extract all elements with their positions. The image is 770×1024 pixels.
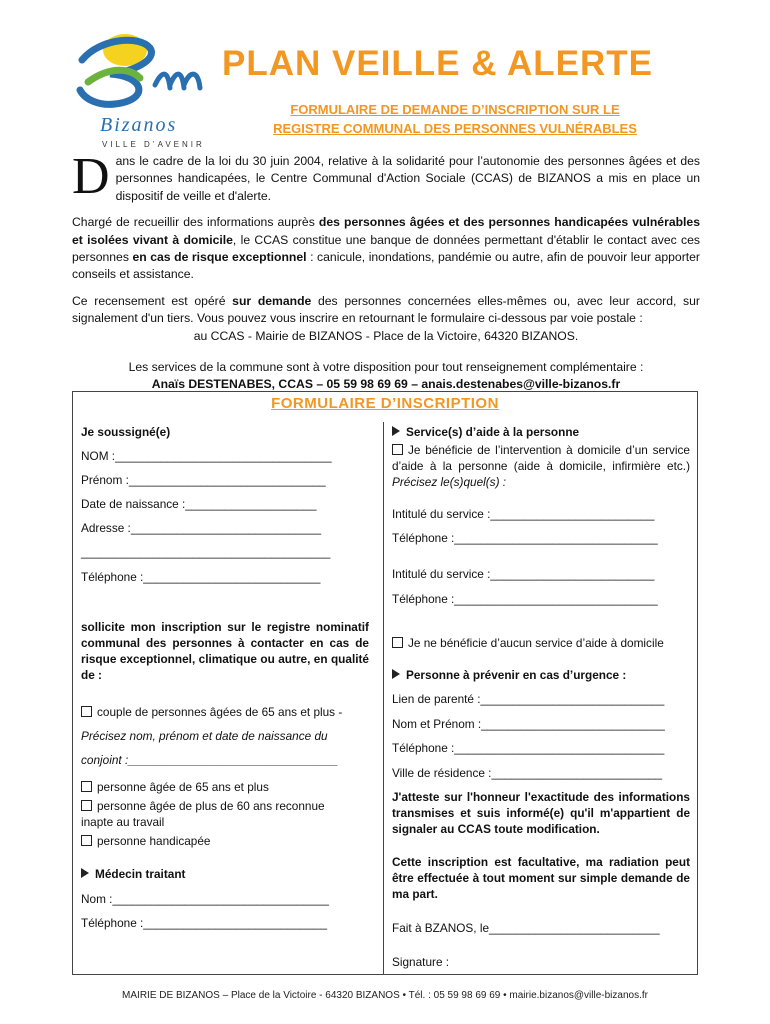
city-field[interactable]: Ville de résidence :__________________________: [392, 766, 663, 780]
option-beneficiary-label: Je bénéficie de l’intervention à domicile d’un service d’aide à la personne (aide à domicile, infirmière etc.): [392, 443, 690, 473]
option-60[interactable]: [81, 798, 325, 814]
option-60-label: personne âgée de plus de 60 ans reconnue: [97, 799, 325, 813]
ccas-address: au CCAS - Mairie de BIZANOS - Place de la Victoire, 64320 BIZANOS.: [193, 328, 579, 343]
couple-precisez: Précisez nom, prénom et date de naissance du: [81, 729, 328, 743]
soussigne-label: Je soussigné(e): [81, 425, 171, 439]
birthdate-field[interactable]: Date de naissance :____________________: [81, 497, 317, 511]
intro-p4: Les services de la commune sont à votre disposition pour tout renseignement complémentaire :: [128, 360, 644, 375]
doctor-phone-field[interactable]: Téléphone :____________________________: [81, 916, 328, 930]
checkbox-handicap[interactable]: [81, 835, 92, 846]
service-phone-field-1[interactable]: Téléphone :_______________________________: [392, 531, 658, 545]
arrow-right-icon: [392, 426, 400, 436]
checkbox-65[interactable]: [81, 781, 92, 792]
checkbox-no-service[interactable]: [392, 637, 403, 648]
option-handicap-label: personne handicapée: [97, 834, 211, 848]
bizanos-logo: [70, 30, 210, 150]
beneficiary-precisez: Précisez le(s)quel(s) :: [392, 475, 507, 489]
intro-paragraph-4: [72, 359, 700, 394]
logo-tagline: VILLE D’AVENIR: [102, 140, 205, 149]
intro-p2-b: des personnes âgées et des personnes handicapées vulnérables et isolées vivant à domicile: [72, 215, 700, 247]
services-heading: [392, 424, 579, 440]
intro-paragraph-3: [72, 293, 700, 345]
intro-p2-e: : canicule, inondations, pandémie ou autre, afin de pouvoir leur apporter conseils et assistance.: [72, 250, 700, 282]
place-date-field[interactable]: Fait à BZANOS, le__________________________: [392, 921, 660, 935]
signature-field[interactable]: Signature :: [392, 955, 450, 969]
contact-phone-field[interactable]: Téléphone :________________________________: [392, 741, 665, 755]
logo-mark-icon: [70, 30, 210, 115]
page-subtitle: [200, 100, 710, 138]
intro-p3-a: Ce recensement est opéré: [72, 293, 233, 308]
option-60-line-2: inapte au travail: [81, 815, 165, 829]
doctor-heading: [81, 866, 185, 882]
arrow-right-icon: [392, 669, 400, 679]
page-title: PLAN VEILLE & ALERTE: [222, 44, 653, 83]
spouse-field-label: conjoint :________________________________: [81, 753, 339, 767]
subtitle-line-1: FORMULAIRE DE DEMANDE D’INSCRIPTION SUR LE: [290, 102, 620, 117]
logo-text: Bizanos: [100, 114, 178, 136]
form-title: FORMULAIRE D’INSCRIPTION: [271, 395, 499, 412]
services-heading-label: Service(s) d’aide à la personne: [406, 425, 580, 439]
phone-field[interactable]: Téléphone :___________________________: [81, 570, 321, 584]
intro-p2-d: en cas de risque exceptionnel: [132, 250, 307, 265]
address-field[interactable]: Adresse :_____________________________: [81, 521, 322, 535]
prenom-field[interactable]: Prénom :______________________________: [81, 473, 326, 487]
intro-paragraph-1: [72, 148, 700, 205]
option-couple[interactable]: [81, 704, 342, 720]
drop-cap: D: [72, 148, 110, 205]
contact-name-field[interactable]: Nom et Prénom :____________________________: [392, 717, 665, 731]
subtitle-line-2: REGISTRE COMMUNAL DES PERSONNES VULNÉRABLES: [273, 121, 637, 136]
emergency-contact-label: Personne à prévenir en cas d’urgence :: [406, 668, 627, 682]
emergency-contact-heading: [392, 667, 626, 683]
option-handicap[interactable]: [81, 833, 210, 849]
intro-paragraph-2: [72, 214, 700, 284]
address-field-line-2[interactable]: ______________________________________: [81, 545, 331, 559]
intro-p1-text: ans le cadre de la loi du 30 juin 2004, relative à la solidarité pour l’autonomie des personnes âgées et des personnes handicapées, le Centre Communal d'Action Sociale (CCAS) de BIZANOS a mis en place un dispositif de veille et d'alerte.: [115, 154, 700, 203]
intro-p3-c: des personnes concernées elles-mêmes ou, avec leur accord, sur signalement d'un tiers. Vous pouvez vous inscrire en retournant le formulaire ci-dessous par voie postale :: [72, 293, 700, 326]
arrow-right-icon: [81, 868, 89, 878]
form-right-column: [383, 422, 691, 975]
attestation-text: J'atteste sur l'honneur l'exactitude des informations transmises et suis informé(e) qu'il m'appartient de signaler au CCAS toute modification.: [392, 790, 690, 836]
option-65-label: personne âgée de 65 ans et plus: [97, 780, 269, 794]
doctor-heading-label: Médecin traitant: [95, 867, 186, 881]
intro-p2-a: Chargé de recueillir des informations auprès: [72, 215, 319, 230]
intro-text: [72, 148, 700, 403]
page-footer: MAIRIE DE BIZANOS – Place de la Victoire - 64320 BIZANOS • Tél. : 05 59 98 69 69 • mairie.bizanos@ville-bizanos.fr: [122, 990, 648, 1001]
service-name-field-1[interactable]: Intitulé du service :_________________________: [392, 507, 655, 521]
option-no-service[interactable]: [392, 635, 664, 651]
nom-field[interactable]: NOM :_________________________________: [81, 449, 332, 463]
intro-p3-b: sur demande: [232, 293, 312, 308]
intro-p2-c: , le CCAS constitue une banque de données permettant d'établir le contact avec ces personnes: [72, 232, 700, 265]
option-beneficiary[interactable]: [392, 442, 690, 490]
service-name-field-2[interactable]: Intitulé du service :_________________________: [392, 567, 655, 581]
checkbox-beneficiary[interactable]: [392, 444, 403, 455]
spouse-field[interactable]: [81, 752, 338, 768]
doctor-name-field[interactable]: Nom :_________________________________: [81, 892, 329, 906]
option-no-service-label: Je ne bénéficie d’aucun service d’aide à domicile: [408, 636, 664, 650]
checkbox-60[interactable]: [81, 800, 92, 811]
contact-line: Anaïs DESTENABES, CCAS – 05 59 98 69 69 – anais.destenabes@ville-bizanos.fr: [151, 377, 621, 392]
sollicite-text: sollicite mon inscription sur le registre nominatif communal des personnes à contacter en cas de risque exceptionnel, climatique ou autre, en qualité de :: [81, 620, 369, 682]
service-phone-field-2[interactable]: Téléphone :_______________________________: [392, 592, 658, 606]
option-couple-label: couple de personnes âgées de 65 ans et plus -: [97, 705, 343, 719]
optional-notice: Cette inscription est facultative, ma radiation peut être effectuée à tout moment sur simple demande de ma part.: [392, 855, 690, 901]
relationship-field[interactable]: Lien de parenté :____________________________: [392, 692, 665, 706]
checkbox-couple[interactable]: [81, 706, 92, 717]
option-65[interactable]: [81, 779, 269, 795]
registration-form: [72, 391, 698, 975]
